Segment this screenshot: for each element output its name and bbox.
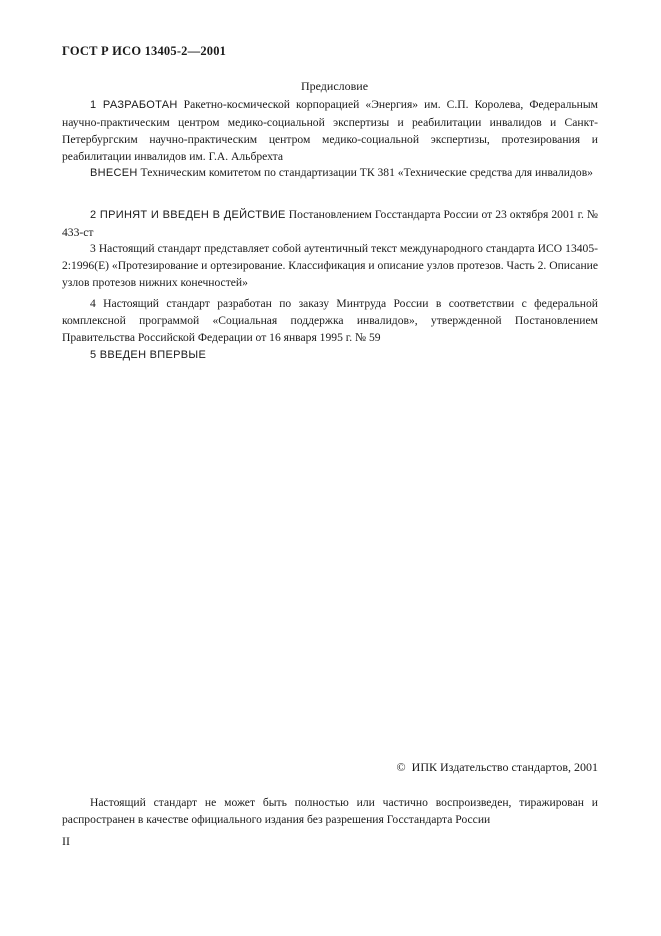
preface-item-text: Ракетно-космической корпорацией «Энергия» им. С.П. Королева, Федеральным научно-практическим центром медико-социальной экспертизы и реабилитации инвалидов и Санкт-Петербургским научно-практическим центром медико-социальной экспертизы, протезирования и реабилитации инвалидов им. Г.А. Альбрехта [62, 98, 598, 163]
preface-item-1 [62, 96, 598, 165]
preface-item-5 [62, 346, 598, 364]
preface-item-text: 4 Настоящий стандарт разработан по заказу Минтруда России в соответствии с федеральной комплексной программой «Социальная поддержка инвалидов», утвержденной Постановлением Правительства Российской Федерации от 16 января 1995 г. № 59 [62, 297, 598, 344]
preface-item-text: Постановлением Госстандарта России от 23 октября 2001 г. № 433-ст [62, 208, 598, 239]
preface-item-lead: 2 ПРИНЯТ И ВВЕДЕН В ДЕЙСТВИЕ [90, 209, 286, 221]
preface-item-3 [62, 240, 598, 291]
preface-item-text: 3 Настоящий стандарт представляет собой аутентичный текст международного стандарта ИСО 13405-2:1996(Е) «Протезирование и ортезирование. Классификация и описание узлов протезов. Часть 2. Описание узлов протезов нижних конечностей» [62, 242, 598, 289]
preface-item-introduced [62, 164, 598, 182]
copyright-sign: © [396, 760, 406, 774]
preface-item-lead: 5 ВВЕДЕН ВПЕРВЫЕ [90, 349, 207, 361]
document-header-code: ГОСТ Р ИСО 13405-2—2001 [62, 44, 227, 58]
preface-item-text: Техническим комитетом по стандартизации ТК 381 «Технические средства для инвалидов» [137, 166, 593, 179]
section-title: Предисловие [300, 79, 369, 93]
copyright-line [397, 760, 598, 775]
reproduction-notice: Настоящий стандарт не может быть полностью или частично воспроизведен, тиражирован и распространен в качестве официального издания без разрешения Госстандарта России [62, 796, 598, 826]
preface-item-2 [62, 206, 598, 241]
page-number: II [62, 834, 70, 848]
preface-item-4 [62, 295, 598, 346]
preface-item-lead: 1 РАЗРАБОТАН [90, 99, 178, 111]
preface-item-lead: ВНЕСЕН [90, 167, 138, 179]
copyright-text: ИПК Издательство стандартов, 2001 [411, 760, 598, 774]
